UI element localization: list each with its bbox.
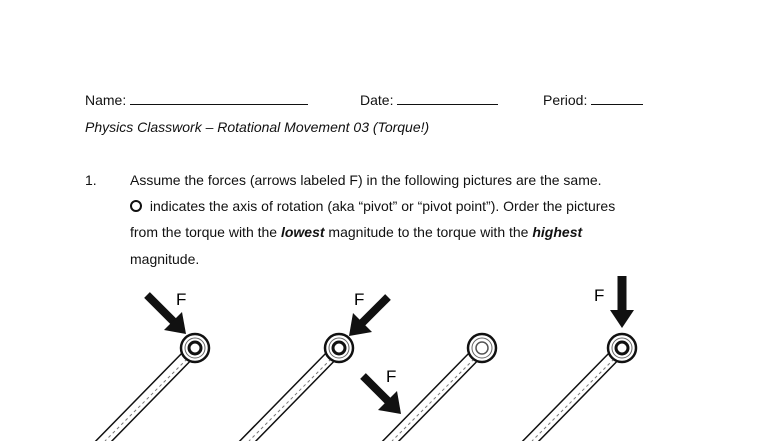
wrench-2 xyxy=(219,334,353,441)
wrench-4 xyxy=(502,334,636,441)
question-line-3-part-b: magnitude to the torque with the xyxy=(324,224,533,240)
force-label-4: F xyxy=(594,286,605,305)
force-label-3: F xyxy=(386,367,397,386)
question-number: 1. xyxy=(85,172,97,188)
question-line-3-part-a: from the torque with the xyxy=(130,224,281,240)
emphasis-highest: highest xyxy=(532,224,583,240)
figure-2 xyxy=(219,297,388,441)
name-label: Name: xyxy=(85,92,127,108)
question-line-1: Assume the forces (arrows labeled F) in the following pictures are the same. xyxy=(130,172,602,188)
question-line-2-text: indicates the axis of rotation (aka “pivot” or “pivot point”). Order the pictures xyxy=(146,198,616,214)
force-arrow-4 xyxy=(610,276,634,328)
wrench-1 xyxy=(75,334,209,441)
period-label: Period: xyxy=(543,92,588,108)
wrench-3 xyxy=(362,334,496,441)
worksheet-subtitle: Physics Classwork – Rotational Movement 03 (Torque!) xyxy=(85,119,430,135)
force-label-2: F xyxy=(354,290,365,309)
emphasis-lowest: lowest xyxy=(280,224,325,240)
date-label: Date: xyxy=(360,92,394,108)
figure-4 xyxy=(502,276,636,441)
force-label-1: F xyxy=(176,290,187,309)
figure-1 xyxy=(75,295,209,441)
question-line-4: magnitude. xyxy=(130,251,200,267)
figure-3 xyxy=(362,334,496,441)
